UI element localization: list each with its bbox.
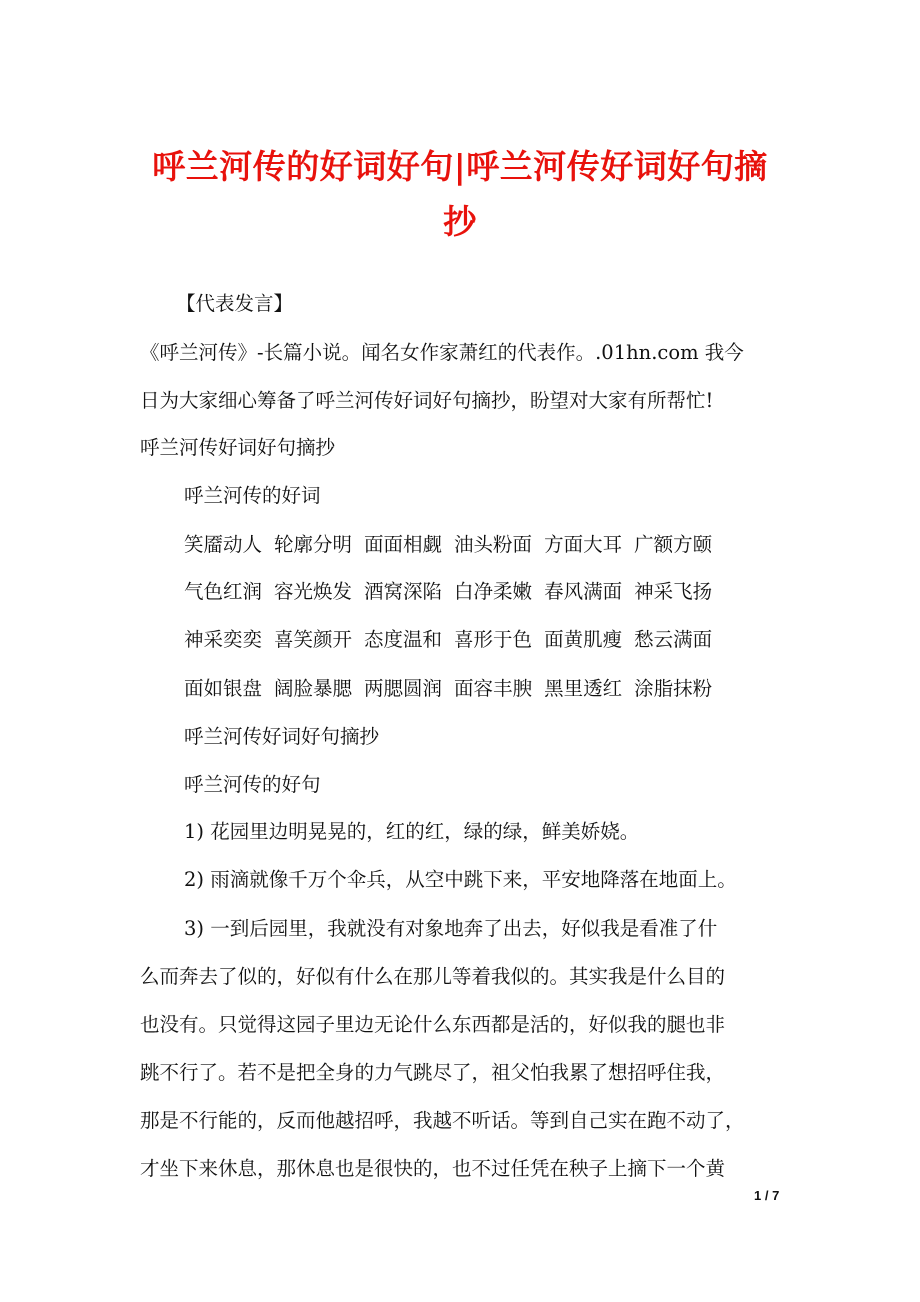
word: 面黄肌瘦: [544, 628, 623, 651]
word: 黑里透红: [544, 677, 623, 700]
word: 容光焕发: [274, 580, 353, 603]
section-heading: 【代表发言】: [176, 292, 294, 315]
subtitle: 呼兰河传好词好句摘抄: [140, 436, 336, 459]
word: 态度温和: [364, 628, 443, 651]
word: 两腮圆润: [364, 677, 443, 700]
word: 面如银盘: [184, 677, 263, 700]
word: 愁云满面: [634, 628, 713, 651]
word-row: [184, 625, 724, 655]
word: 阔脸暴腮: [274, 677, 353, 700]
word-row: [184, 530, 724, 560]
sentences-heading: 呼兰河传的好句: [184, 773, 321, 796]
sentence-3-line: 才坐下来休息，那休息也是很快的，也不过任凭在秧子上摘下一个黄: [140, 1157, 726, 1180]
word: 笑靥动人: [184, 533, 263, 556]
word: 广额方颐: [634, 533, 713, 556]
sentence-3-line: 跳不行了。若不是把全身的力气跳尽了，祖父怕我累了想招呼住我，: [140, 1061, 726, 1084]
word: 神采飞扬: [634, 580, 713, 603]
word: 气色红润: [184, 580, 263, 603]
word: 白净柔嫩: [454, 580, 533, 603]
word: 方面大耳: [544, 533, 623, 556]
sentence-3-line: 么而奔去了似的，好似有什么在那儿等着我似的。其实我是什么目的: [140, 965, 726, 988]
words-heading: 呼兰河传的好词: [184, 484, 321, 507]
sentence-3-line: 那是不行能的，反而他越招呼，我越不听话。等到自己实在跑不动了，: [140, 1109, 745, 1132]
word-row: [184, 674, 724, 704]
word: 喜笑颜开: [274, 628, 353, 651]
document-title-line-2: 抄: [443, 202, 477, 241]
word-row: [184, 577, 724, 607]
intro-line-2: 日为大家细心筹备了呼兰河传好词好句摘抄，盼望对大家有所帮忙!: [140, 389, 714, 412]
word: 面面相觑: [364, 533, 443, 556]
document-title-line-1: 呼兰河传的好词好句|呼兰河传好词好句摘: [152, 147, 768, 186]
subtitle: 呼兰河传好词好句摘抄: [184, 725, 380, 748]
word: 神采奕奕: [184, 628, 263, 651]
word: 喜形于色: [454, 628, 533, 651]
sentence-3-line: 也没有。只觉得这园子里边无论什么东西都是活的，好似我的腿也非: [140, 1013, 726, 1036]
sentence-1: 1) 花园里边明晃晃的，红的红，绿的绿，鲜美娇娆。: [184, 820, 640, 843]
sentence-2: 2) 雨滴就像千万个伞兵，从空中跳下来，平安地降落在地面上。: [184, 868, 737, 891]
word: 春风满面: [544, 580, 623, 603]
word: 轮廓分明: [274, 533, 353, 556]
word: 油头粉面: [454, 533, 533, 556]
word: 酒窝深陷: [364, 580, 443, 603]
sentence-3-line: 3) 一到后园里，我就没有对象地奔了出去，好似我是看准了什: [184, 917, 718, 940]
page-number: 1 / 7: [754, 1188, 780, 1203]
word: 面容丰腴: [454, 677, 533, 700]
word: 涂脂抹粉: [634, 677, 713, 700]
intro-line-1: 《呼兰河传》-长篇小说。闻名女作家萧红的代表作。.01hn.com 我今: [140, 341, 744, 364]
